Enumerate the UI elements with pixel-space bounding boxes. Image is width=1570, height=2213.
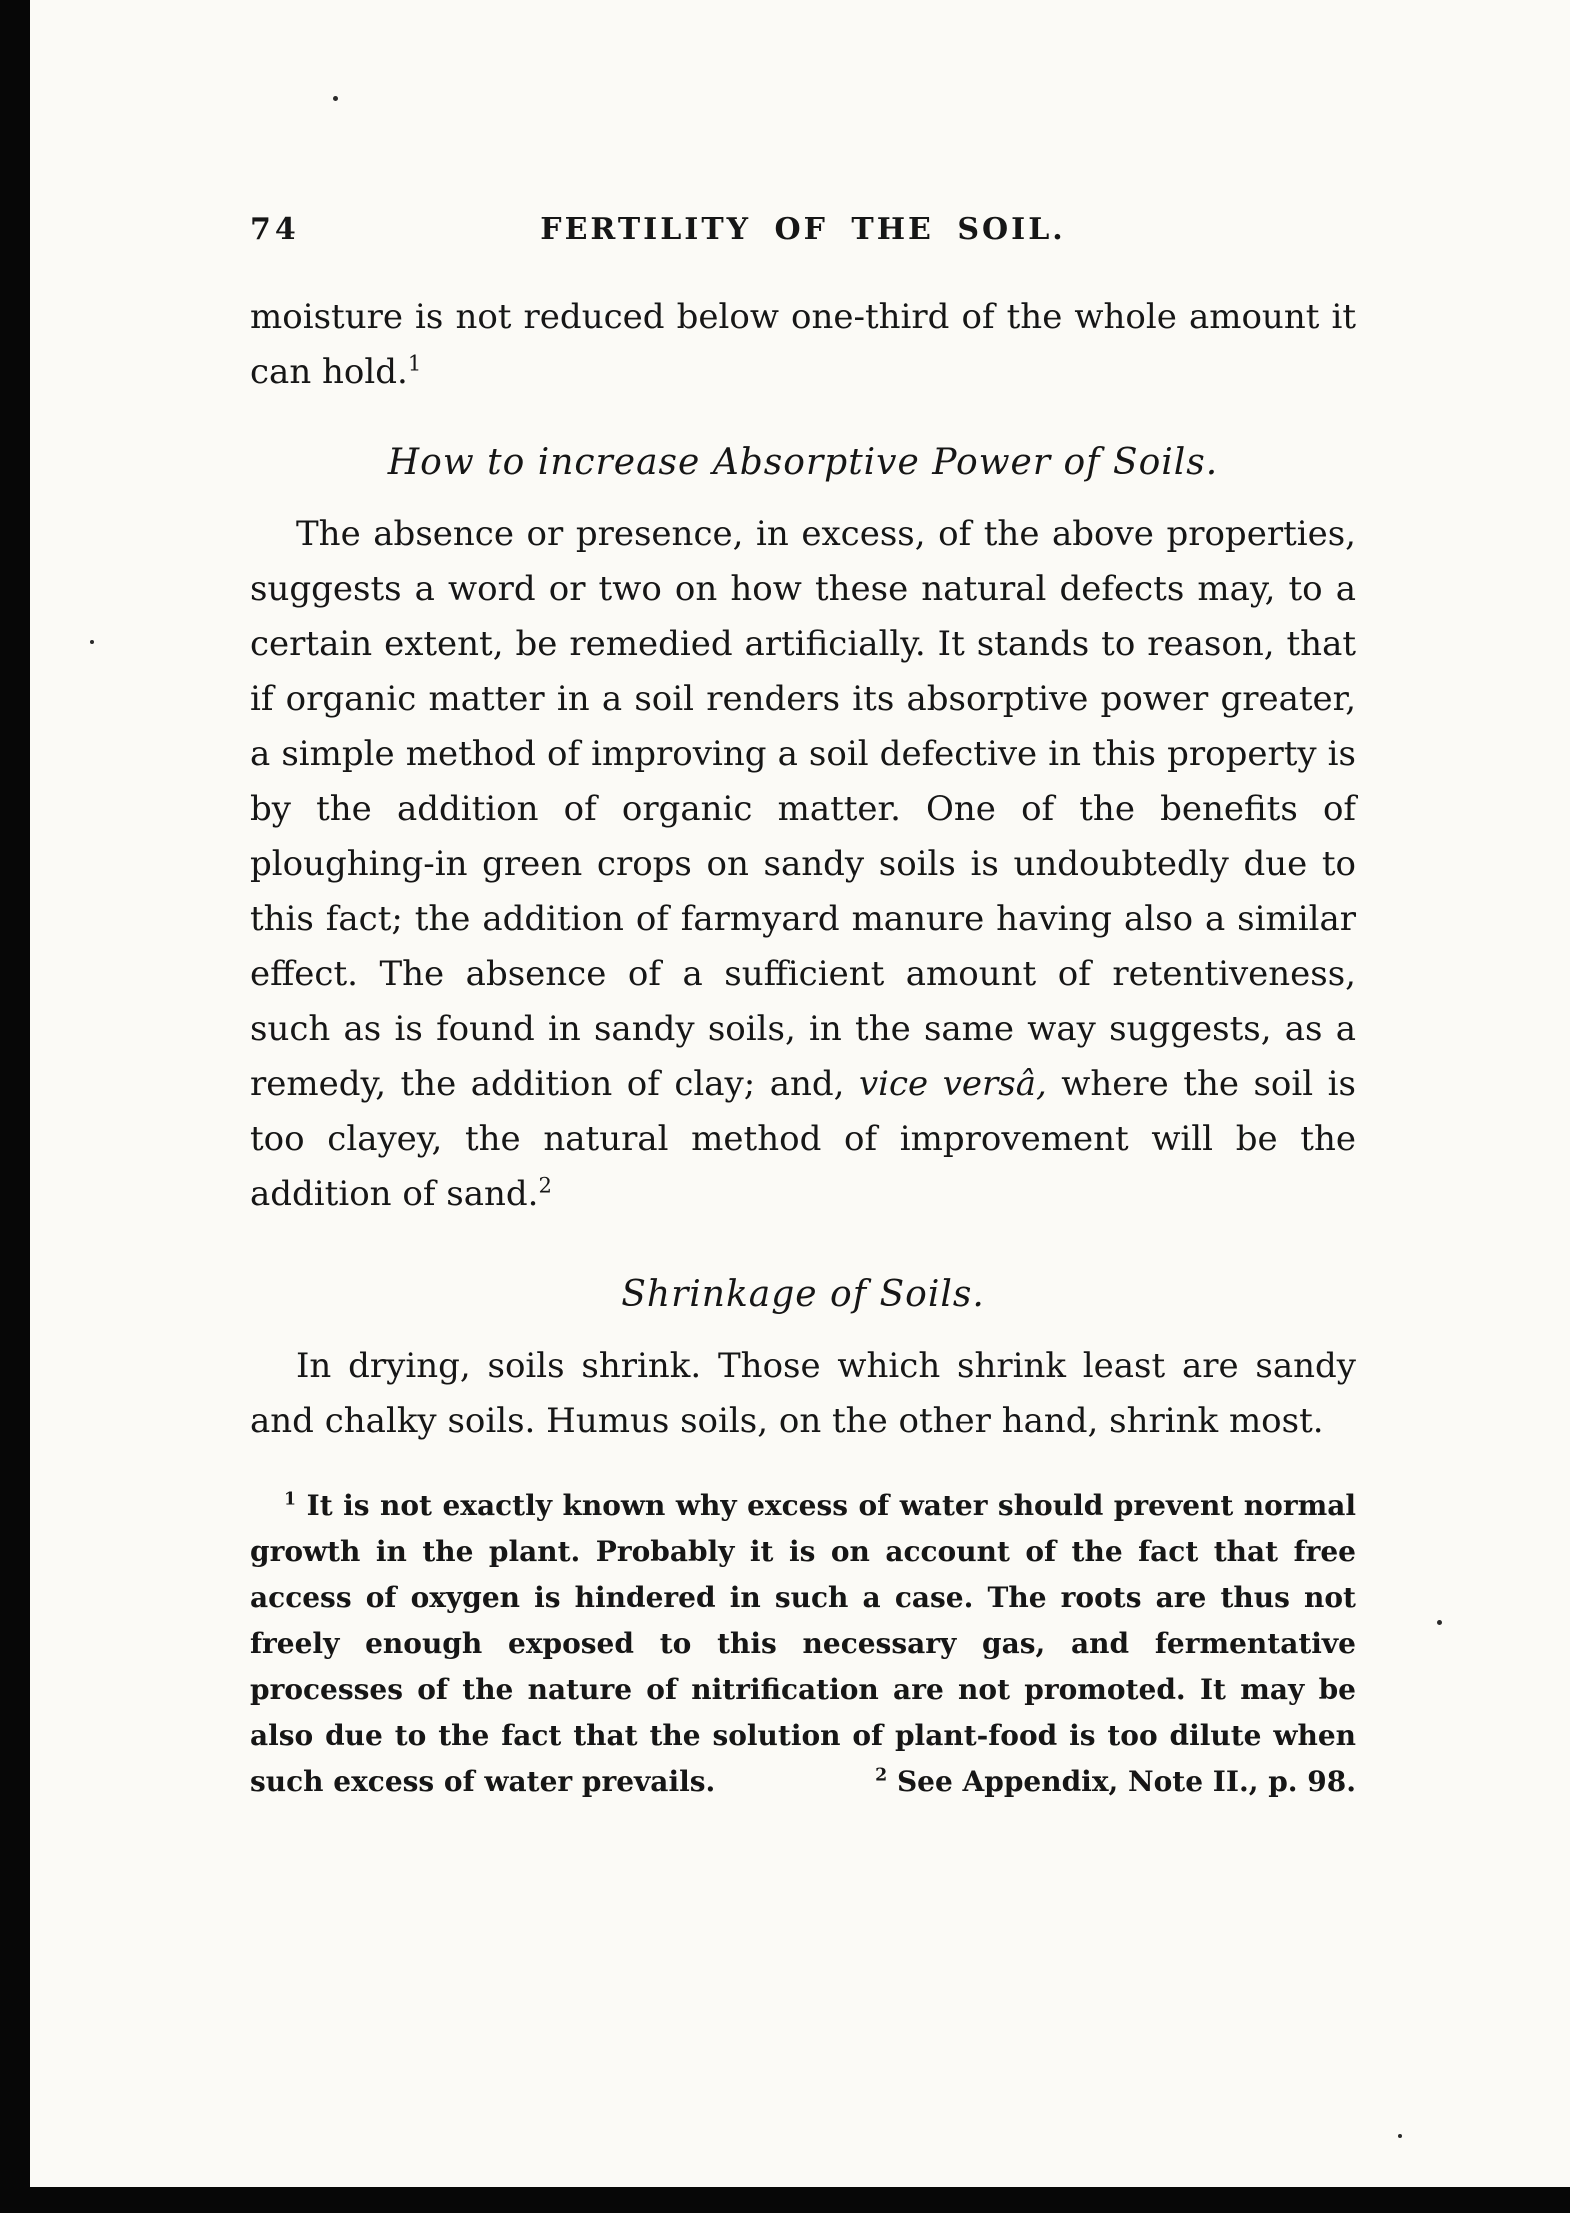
footnote-ref-1: 1 xyxy=(407,350,422,376)
running-title: FERTILITY OF THE SOIL. xyxy=(540,212,1066,247)
scan-speck xyxy=(1398,2134,1402,2138)
footnote-2-text: See Appendix, Note II., p. 98. xyxy=(896,1765,1356,1798)
footnote-1-text: It is not exactly known why excess of water should prevent normal growth in the plant. Probably it is on account of the fact that free access of oxygen is hindered in such a case. The roots are thus not freely enough exposed to this necessary gas, and fermentative processes of the nature of nitrification are not promoted. It may be also due to the fact that the solution of plant-food is too dilute when such excess of water prevails. xyxy=(250,1489,1356,1798)
scan-speck xyxy=(1437,1620,1442,1625)
section-heading-shrinkage: Shrinkage of Soils. xyxy=(621,1274,985,1315)
page-number: 74 xyxy=(250,212,300,247)
scan-speck xyxy=(333,96,338,101)
page-content xyxy=(250,212,1356,1805)
footnote-2-marker: 2 xyxy=(875,1765,888,1786)
footnote-1 xyxy=(250,1483,1356,1805)
footnote-2 xyxy=(875,1759,1356,1805)
paragraph-absorptive-power xyxy=(250,507,1356,1222)
page-header xyxy=(250,212,1356,254)
paragraph-shrinkage: In drying, soils shrink. Those which shrink least are sandy and chalky soils. Humus soils, on the other hand, shrink most. xyxy=(250,1346,1356,1441)
italic-vice-versa: vice versâ, xyxy=(858,1064,1047,1104)
scan-edge-left xyxy=(0,0,30,2213)
footnotes-block xyxy=(250,1483,1356,1805)
paragraph-moisture-text: moisture is not reduced below one-third of the whole amount it can hold. xyxy=(250,297,1356,392)
footnote-1-marker: 1 xyxy=(284,1489,297,1510)
scan-edge-bottom xyxy=(0,2187,1570,2213)
paragraph-absorptive-text-a: The absence or presence, in excess, of the above properties, suggests a word or two on how these natural defects may, to a certain extent, be remedied artificially. It stands to reason, that if organic matter in a soil renders its absorptive power greater, a simple method of improving a soil defective in this property is by the addition of organic matter. One of the benefits of ploughing-in green crops on sandy soils is undoubtedly due to this fact; the addition of farmyard manure having also a similar effect. The absence of a sufficient amount of retentiveness, such as is found in sandy soils, in the same way suggests, as a remedy, the addition of clay; and, xyxy=(250,514,1356,1104)
paragraph-moisture xyxy=(250,290,1356,400)
footnote-ref-2: 2 xyxy=(538,1172,552,1198)
scan-speck xyxy=(90,640,94,644)
paragraph-absorptive-text-b: where the soil is too clayey, the natural method of improvement will be the addition of sand. xyxy=(250,1064,1356,1214)
section-heading-absorptive-power: How to increase Absorptive Power of Soils. xyxy=(387,442,1219,483)
